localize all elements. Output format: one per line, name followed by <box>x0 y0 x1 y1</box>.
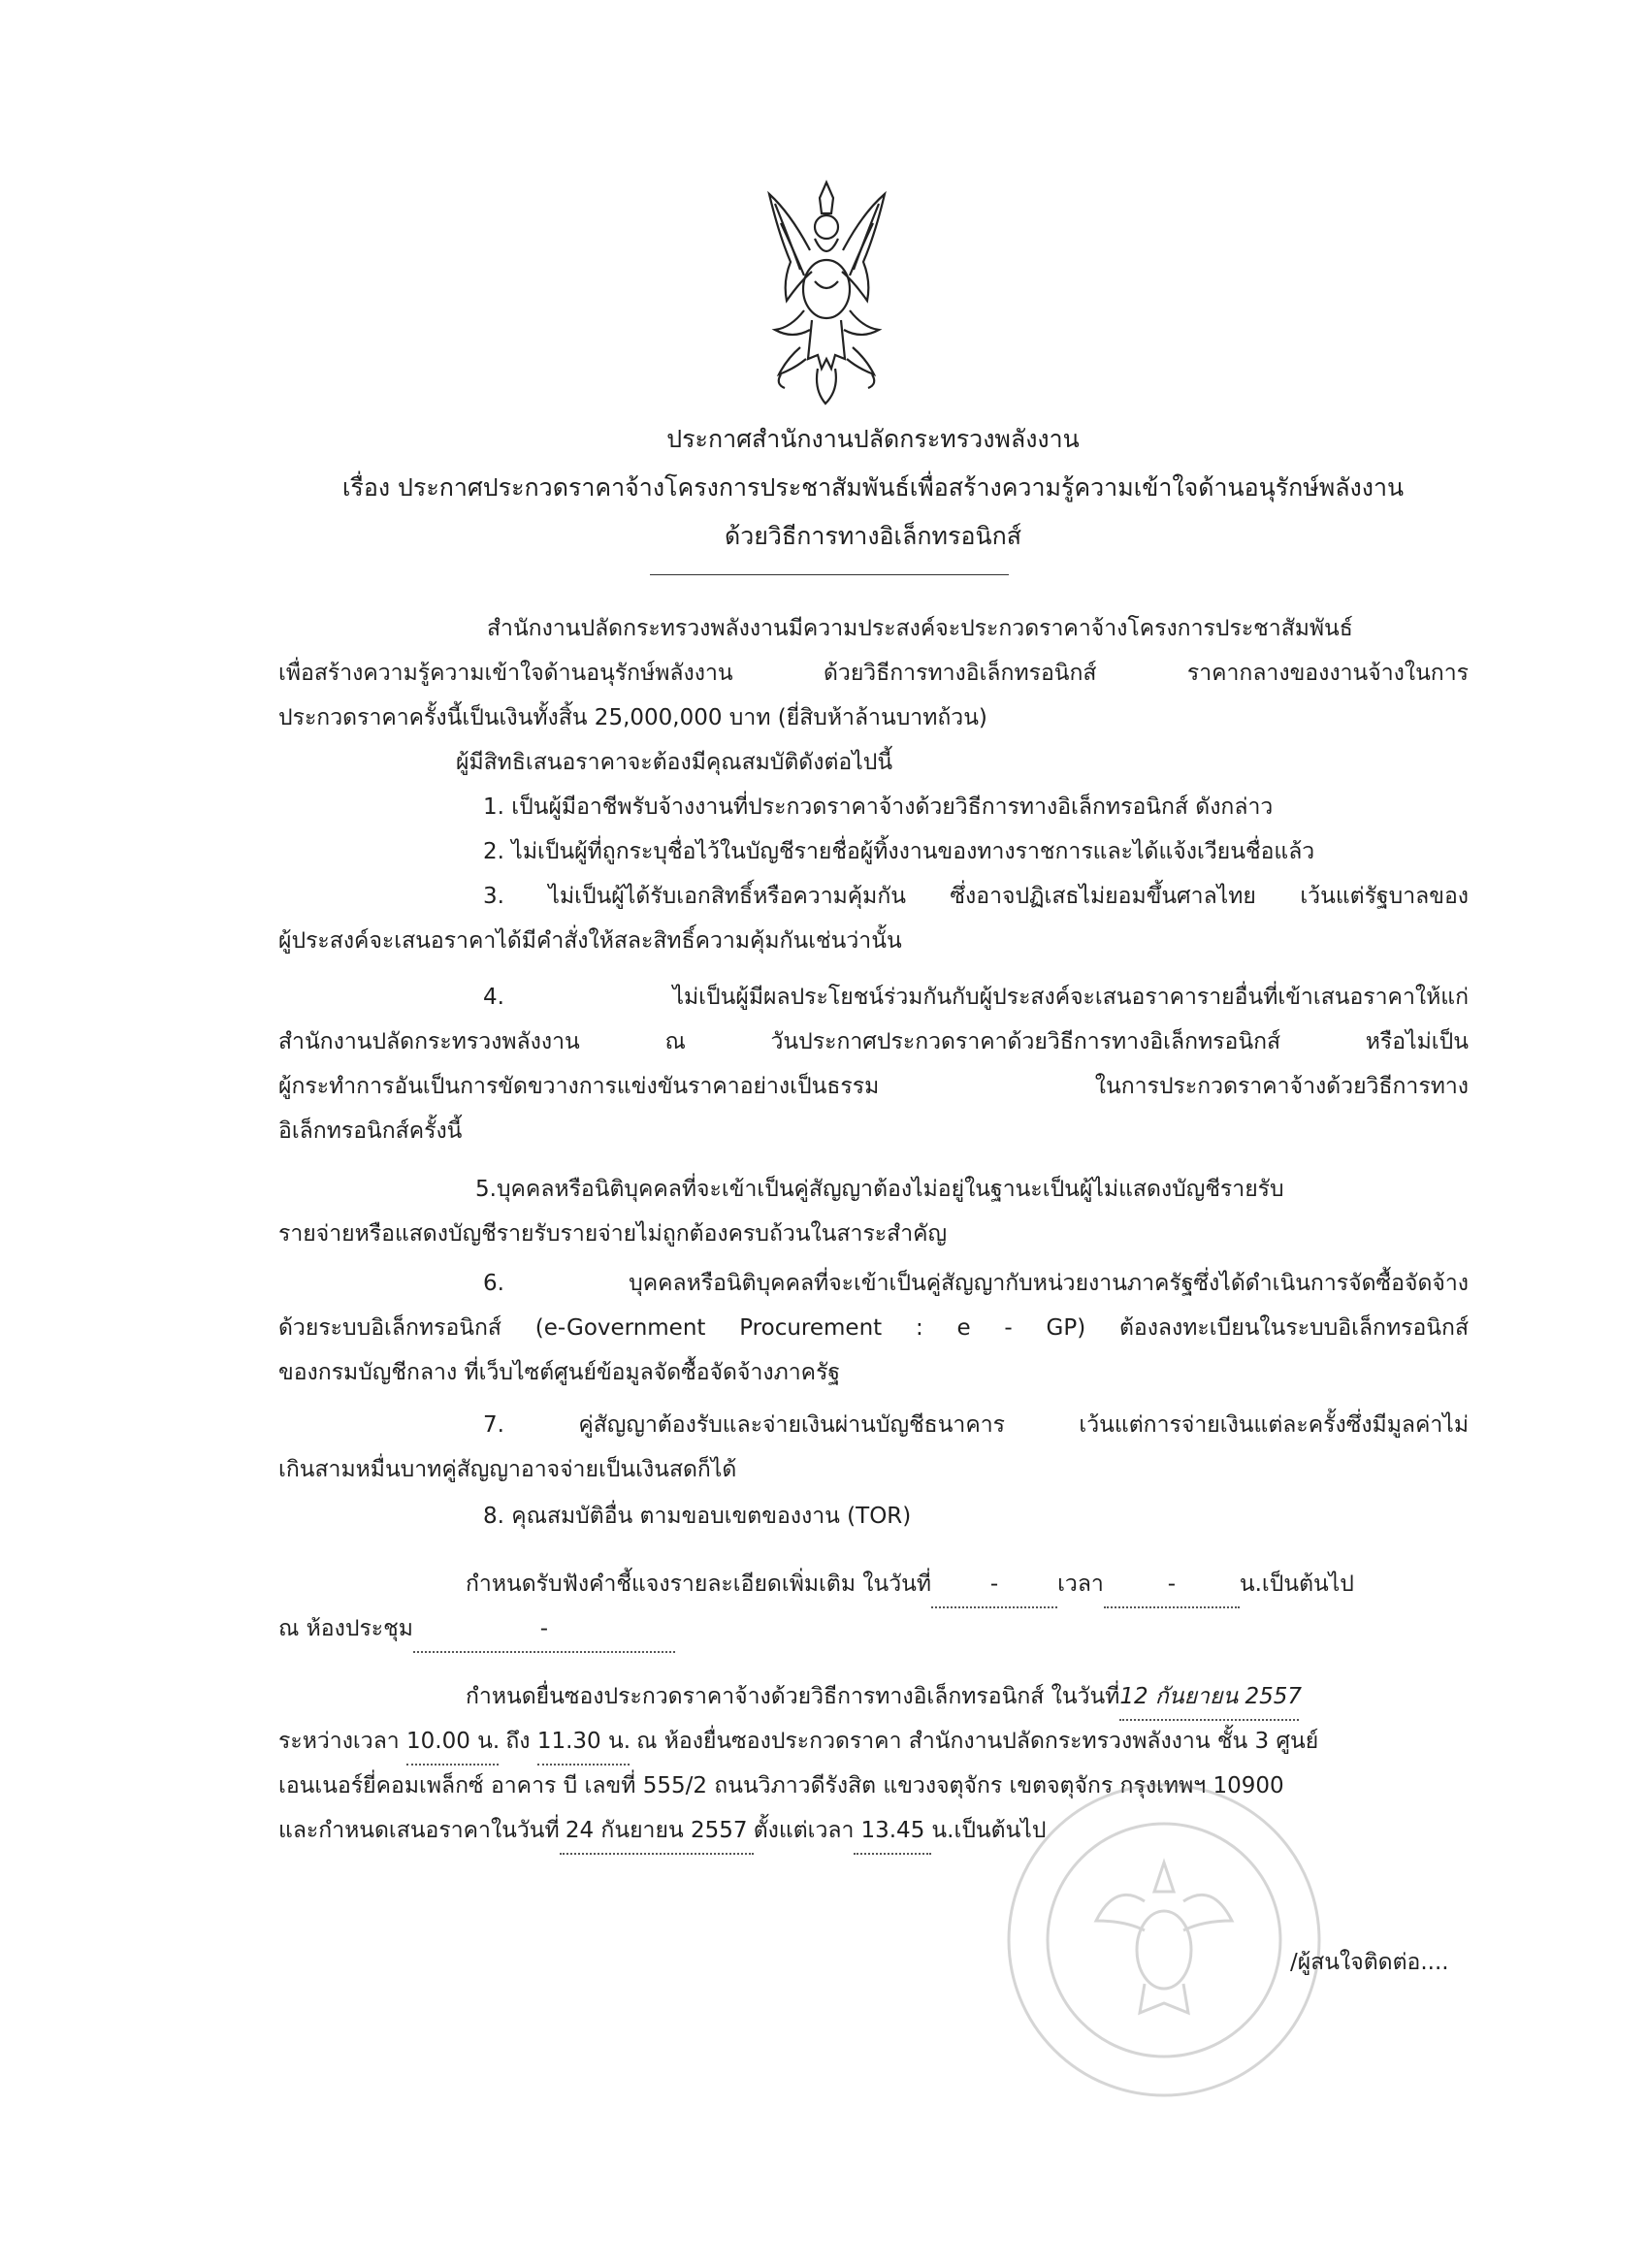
qualification-3-line-2: ผู้ประสงค์จะเสนอราคาได้มีคำสั่งให้สละสิทธิ์ความคุ้มกันเช่นว่านั้น <box>278 928 902 954</box>
bid-time: 13.45 <box>854 1808 931 1855</box>
submission-line-4 <box>278 1808 1046 1855</box>
bid-date-label: และกำหนดเสนอราคาในวันที่ <box>278 1818 560 1843</box>
intro-line-1: สำนักงานปลัดกระทรวงพลังงานมีความประสงค์จะประกวดราคาจ้างโครงการประชาสัมพันธ์ <box>487 616 1353 641</box>
qualification-4-line-4: อิเล็กทรอนิกส์ครั้งนี้ <box>278 1118 463 1144</box>
briefing-line-1 <box>466 1562 1354 1608</box>
official-seal-stamp <box>999 1775 1329 2105</box>
submission-text: กำหนดยื่นซองประกวดราคาจ้างด้วยวิธีการทางอิเล็กทรอนิกส์ ในวันที่ <box>466 1684 1120 1709</box>
qualification-4-line-2: สำนักงานปลัดกระทรวงพลังงาน ณ วันประกาศประกวดราคาด้วยวิธีการทางอิเล็กทรอนิกส์ หรือไม่เป็น <box>278 1029 1469 1054</box>
continued-note: /ผู้สนใจติดต่อ.... <box>1290 1950 1449 1975</box>
announcement-issuer: ประกาศสำนักงานปลัดกระทรวงพลังงาน <box>666 425 1080 453</box>
qualification-3-line-1: 3. ไม่เป็นผู้ได้รับเอกสิทธิ์หรือความคุ้มกัน ซึ่งอาจปฏิเสธไม่ยอมขึ้นศาลไทย เว้นแต่รัฐบาลของ <box>483 884 1469 909</box>
qualification-4-line-3: ผู้กระทำการอันเป็นการขัดขวางการแข่งขันราคาอย่างเป็นธรรม ในการประกวดราคาจ้างด้วยวิธีการทาง <box>278 1074 1469 1099</box>
intro-line-3: ประกวดราคาครั้งนี้เป็นเงินทั้งสิ้น 25,000,000 บาท (ยี่สิบห้าล้านบาทถ้วน) <box>278 705 987 730</box>
submission-date: 12 กันยายน 2557 <box>1119 1674 1299 1721</box>
garuda-emblem <box>761 175 892 407</box>
qualification-6-line-1: 6. บุคคลหรือนิติบุคคลที่จะเข้าเป็นคู่สัญญากับหน่วยงานภาครัฐซึ่งได้ดำเนินการจัดซื้อจัดจ้าง <box>483 1271 1469 1296</box>
submission-line-2 <box>278 1719 1318 1766</box>
briefing-suffix: น.เป็นต้นไป <box>1239 1571 1354 1597</box>
briefing-room-label: ณ ห้องประชุม <box>278 1616 413 1641</box>
submission-time-label: ระหว่างเวลา <box>278 1729 400 1754</box>
submission-to: ถึง <box>505 1729 531 1754</box>
submission-location: ณ ห้องยื่นซองประกวดราคา สำนักงานปลัดกระทรวงพลังงาน ชั้น 3 ศูนย์ <box>636 1729 1319 1754</box>
intro-line-2: เพื่อสร้างความรู้ความเข้าใจด้านอนุรักษ์พลังงาน ด้วยวิธีการทางอิเล็กทรอนิกส์ ราคากลางของงานจ้างในการ <box>278 661 1469 686</box>
qualification-8: 8. คุณสมบัติอื่น ตามขอบเขตของงาน (TOR) <box>483 1504 912 1529</box>
qualification-5-line-2: รายจ่ายหรือแสดงบัญชีรายรับรายจ่ายไม่ถูกต้องครบถ้วนในสาระสำคัญ <box>278 1221 948 1247</box>
submission-line-1 <box>466 1674 1303 1721</box>
announcement-method: ด้วยวิธีการทางอิเล็กทรอนิกส์ <box>725 522 1021 550</box>
briefing-time: - <box>1104 1562 1240 1608</box>
qualification-1: 1. เป็นผู้มีอาชีพรับจ้างงานที่ประกวดราคาจ้างด้วยวิธีการทางอิเล็กทรอนิกส์ ดังกล่าว <box>483 794 1274 820</box>
submission-start-time: 10.00 น. <box>406 1719 499 1766</box>
briefing-line-2 <box>278 1606 675 1653</box>
bid-date: 24 กันยายน 2557 <box>560 1808 754 1855</box>
qualification-5-line-1: 5.บุคคลหรือนิติบุคคลที่จะเข้าเป็นคู่สัญญาต้องไม่อยู่ในฐานะเป็นผู้ไม่แสดงบัญชีรายรับ <box>475 1177 1284 1202</box>
qualifications-title: ผู้มีสิทธิเสนอราคาจะต้องมีคุณสมบัติดังต่อไปนี้ <box>456 750 893 775</box>
announcement-subject: เรื่อง ประกาศประกวดราคาจ้างโครงการประชาสัมพันธ์เพื่อสร้างความรู้ความเข้าใจด้านอนุรักษ์พลังงาน <box>341 473 1405 502</box>
submission-end-time: 11.30 น. <box>537 1719 630 1766</box>
submission-address: เอนเนอร์ยี่คอมเพล็กซ์ อาคาร บี เลขที่ 555/2 ถนนวิภาวดีรังสิต แขวงจตุจักร เขตจตุจักร กรุงเทพฯ 10900 <box>278 1773 1284 1798</box>
qualification-2: 2. ไม่เป็นผู้ที่ถูกระบุชื่อไว้ในบัญชีรายชื่อผู้ทิ้งงานของทางราชการและได้แจ้งเวียนชื่อแล้ว <box>483 839 1315 864</box>
bid-time-label: ตั้งแต่เวลา <box>753 1818 855 1843</box>
qualification-6-line-3: ของกรมบัญชีกลาง ที่เว็บไซต์ศูนย์ข้อมูลจัดซื้อจัดจ้างภาครัฐ <box>278 1360 841 1385</box>
qualification-6-line-2: ด้วยระบบอิเล็กทรอนิกส์ (e-Government Procurement : e - GP) ต้องลงทะเบียนในระบบอิเล็กทรอนิกส์ <box>278 1315 1469 1341</box>
briefing-text: กำหนดรับฟังคำชี้แจงรายละเอียดเพิ่มเติม ในวันที่ <box>466 1571 932 1597</box>
briefing-date: - <box>931 1562 1057 1608</box>
qualification-4-line-1: 4. ไม่เป็นผู้มีผลประโยชน์ร่วมกันกับผู้ประสงค์จะเสนอราคารายอื่นที่เข้าเสนอราคาให้แก่ <box>483 985 1469 1010</box>
bid-suffix: น.เป็นต้นไป <box>931 1818 1047 1843</box>
qualification-7-line-1: 7. คู่สัญญาต้องรับและจ่ายเงินผ่านบัญชีธนาคาร เว้นแต่การจ่ายเงินแต่ละครั้งซึ่งมีมูลค่าไม่ <box>483 1412 1469 1438</box>
briefing-room: - <box>413 1606 675 1653</box>
briefing-time-label: เวลา <box>1057 1571 1104 1597</box>
header-divider <box>650 574 1009 575</box>
qualification-7-line-2: เกินสามหมื่นบาทคู่สัญญาอาจจ่ายเป็นเงินสดก็ได้ <box>278 1457 737 1482</box>
